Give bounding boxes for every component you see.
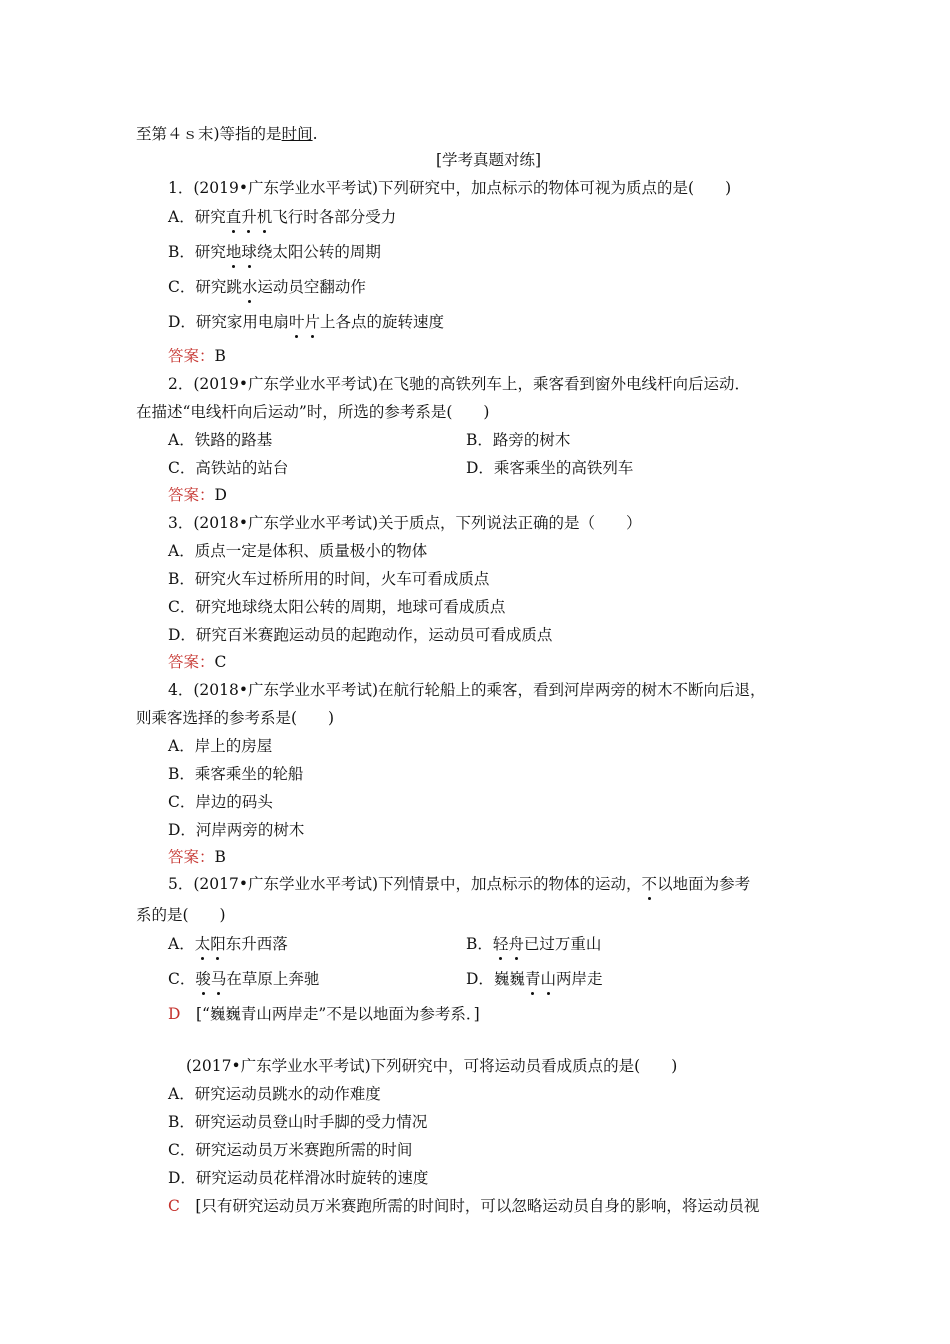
question-2-option-c: C．高铁站的站台 xyxy=(168,459,289,477)
section-title: [学考真题对练] xyxy=(436,151,542,169)
question-2-stem-line2: 在描述“电线杆向后运动”时，所选的参考系是( ) xyxy=(136,403,490,421)
question-3-option-b: B．研究火车过桥所用的时间，火车可看成质点 xyxy=(168,570,490,588)
question-2-options-row1 xyxy=(168,430,868,450)
dotted-text xyxy=(242,278,258,296)
dotted-text xyxy=(642,875,658,893)
question-2-option-b: B．路旁的树木 xyxy=(466,431,571,449)
question-4-option-a: A．岸上的房屋 xyxy=(168,737,273,755)
emphasis-dot-char: 叶 xyxy=(288,313,305,331)
emphasis-dot-char: 山 xyxy=(540,970,556,988)
emphasis-dot-char: 片 xyxy=(304,313,320,331)
question-6-option-a: A．研究运动员跳水的动作难度 xyxy=(168,1085,381,1103)
emphasis-dot-char: 机 xyxy=(256,208,273,226)
continuation-line: 至第４ｓ末)等指的是时间. xyxy=(136,125,318,143)
emphasis-dot-char: 轻 xyxy=(492,935,509,953)
emphasis-dot-char: 骏 xyxy=(195,970,211,988)
question-3-option-d: D．研究百米赛跑运动员的起跑动作，运动员可看成质点 xyxy=(168,626,553,644)
question-4-stem-line2: 则乘客选择的参考系是( ) xyxy=(136,709,335,727)
question-1-stem: 1．(2019•广东学业水平考试)下列研究中，加点标示的物体可视为质点的是( ) xyxy=(168,179,732,197)
dotted-text xyxy=(226,208,273,226)
emphasis-dot-char: 球 xyxy=(241,243,257,261)
question-1-option-b: B．研究地球绕太阳公转的周期 xyxy=(168,243,381,261)
emphasis-dot-char: 地 xyxy=(225,243,242,261)
question-5-option-c: C．骏马在草原上奔驰 xyxy=(168,970,320,988)
question-3-option-c: C．研究地球绕太阳公转的周期，地球可看成质点 xyxy=(168,598,506,616)
question-2-stem-line1: 2．(2019•广东学业水平考试)在飞驰的高铁列车上，乘客看到窗外电线杆向后运动． xyxy=(168,375,751,393)
emphasis-dot-char: 升 xyxy=(241,208,257,226)
question-4-option-b: B．乘客乘坐的轮船 xyxy=(168,765,304,783)
dotted-text xyxy=(195,935,226,953)
question-6-option-b: B．研究运动员登山时手脚的受力情况 xyxy=(168,1113,428,1131)
question-6-answer: C [只有研究运动员万米赛跑所需的时间时，可以忽略运动员自身的影响，将运动员视 xyxy=(168,1197,760,1215)
dotted-text xyxy=(525,970,556,988)
question-5-stem-line2: 系的是( ) xyxy=(136,906,226,924)
underlined-term: 时间 xyxy=(281,125,313,143)
question-4-stem-line1: 4．(2018•广东学业水平考试)在航行轮船上的乘客，看到河岸两旁的树木不断向后退， xyxy=(168,681,766,699)
question-1-option-c: C．研究跳水运动员空翻动作 xyxy=(168,278,366,296)
question-2-option-a: A．铁路的路基 xyxy=(168,431,273,449)
emphasis-dot-char: 阳 xyxy=(210,935,226,953)
question-5-option-b: B．轻舟已过万重山 xyxy=(466,935,602,953)
emphasis-dot-char: 直 xyxy=(225,208,242,226)
question-4-option-c: C．岸边的码头 xyxy=(168,793,273,811)
question-5-answer: D [“巍巍青山两岸走”不是以地面为参考系．] xyxy=(168,1005,480,1023)
emphasis-dot-char: 不 xyxy=(641,875,658,893)
question-4-answer: 答案：B xyxy=(168,848,226,866)
question-5-stem-line1: 5．(2017•广东学业水平考试)下列情景中，加点标示的物体的运动，不以地面为参考 xyxy=(168,875,751,893)
question-1-option-a: A．研究直升机飞行时各部分受力 xyxy=(168,208,397,226)
dotted-text xyxy=(195,970,226,988)
question-3-stem: 3．(2018•广东学业水平考试)关于质点，下列说法正确的是（ ） xyxy=(168,514,642,532)
question-5-option-a: A．太阳东升西落 xyxy=(168,935,288,953)
question-5-option-d: D．巍巍青山两岸走 xyxy=(466,970,603,988)
emphasis-dot-char: 水 xyxy=(241,278,258,296)
emphasis-dot-char: 舟 xyxy=(508,935,524,953)
question-3-answer: 答案：C xyxy=(168,653,227,671)
question-4-option-d: D．河岸两旁的树木 xyxy=(168,821,305,839)
dotted-text xyxy=(226,243,257,261)
question-3-option-a: A．质点一定是体积、质量极小的物体 xyxy=(168,542,428,560)
dotted-text xyxy=(493,935,524,953)
emphasis-dot-char: 青 xyxy=(524,970,541,988)
question-6-option-c: C．研究运动员万米赛跑所需的时间 xyxy=(168,1141,413,1159)
dotted-text xyxy=(289,313,320,331)
question-5-options-row2 xyxy=(168,969,868,989)
question-6-option-d: D．研究运动员花样滑冰时旋转的速度 xyxy=(168,1169,429,1187)
emphasis-dot-char: 太 xyxy=(194,935,211,953)
question-1-option-d: D．研究家用电扇叶片上各点的旋转速度 xyxy=(168,313,444,331)
emphasis-dot-char: 马 xyxy=(210,970,227,988)
question-2-option-d: D．乘客乘坐的高铁列车 xyxy=(466,459,634,477)
question-6-stem: (2017•广东学业水平考试)下列研究中，可将运动员看成质点的是( ) xyxy=(186,1057,678,1075)
question-5-options-row1 xyxy=(168,934,868,954)
question-2-answer: 答案：D xyxy=(168,486,227,504)
question-1-answer: 答案：B xyxy=(168,347,226,365)
question-2-options-row2 xyxy=(168,458,868,478)
